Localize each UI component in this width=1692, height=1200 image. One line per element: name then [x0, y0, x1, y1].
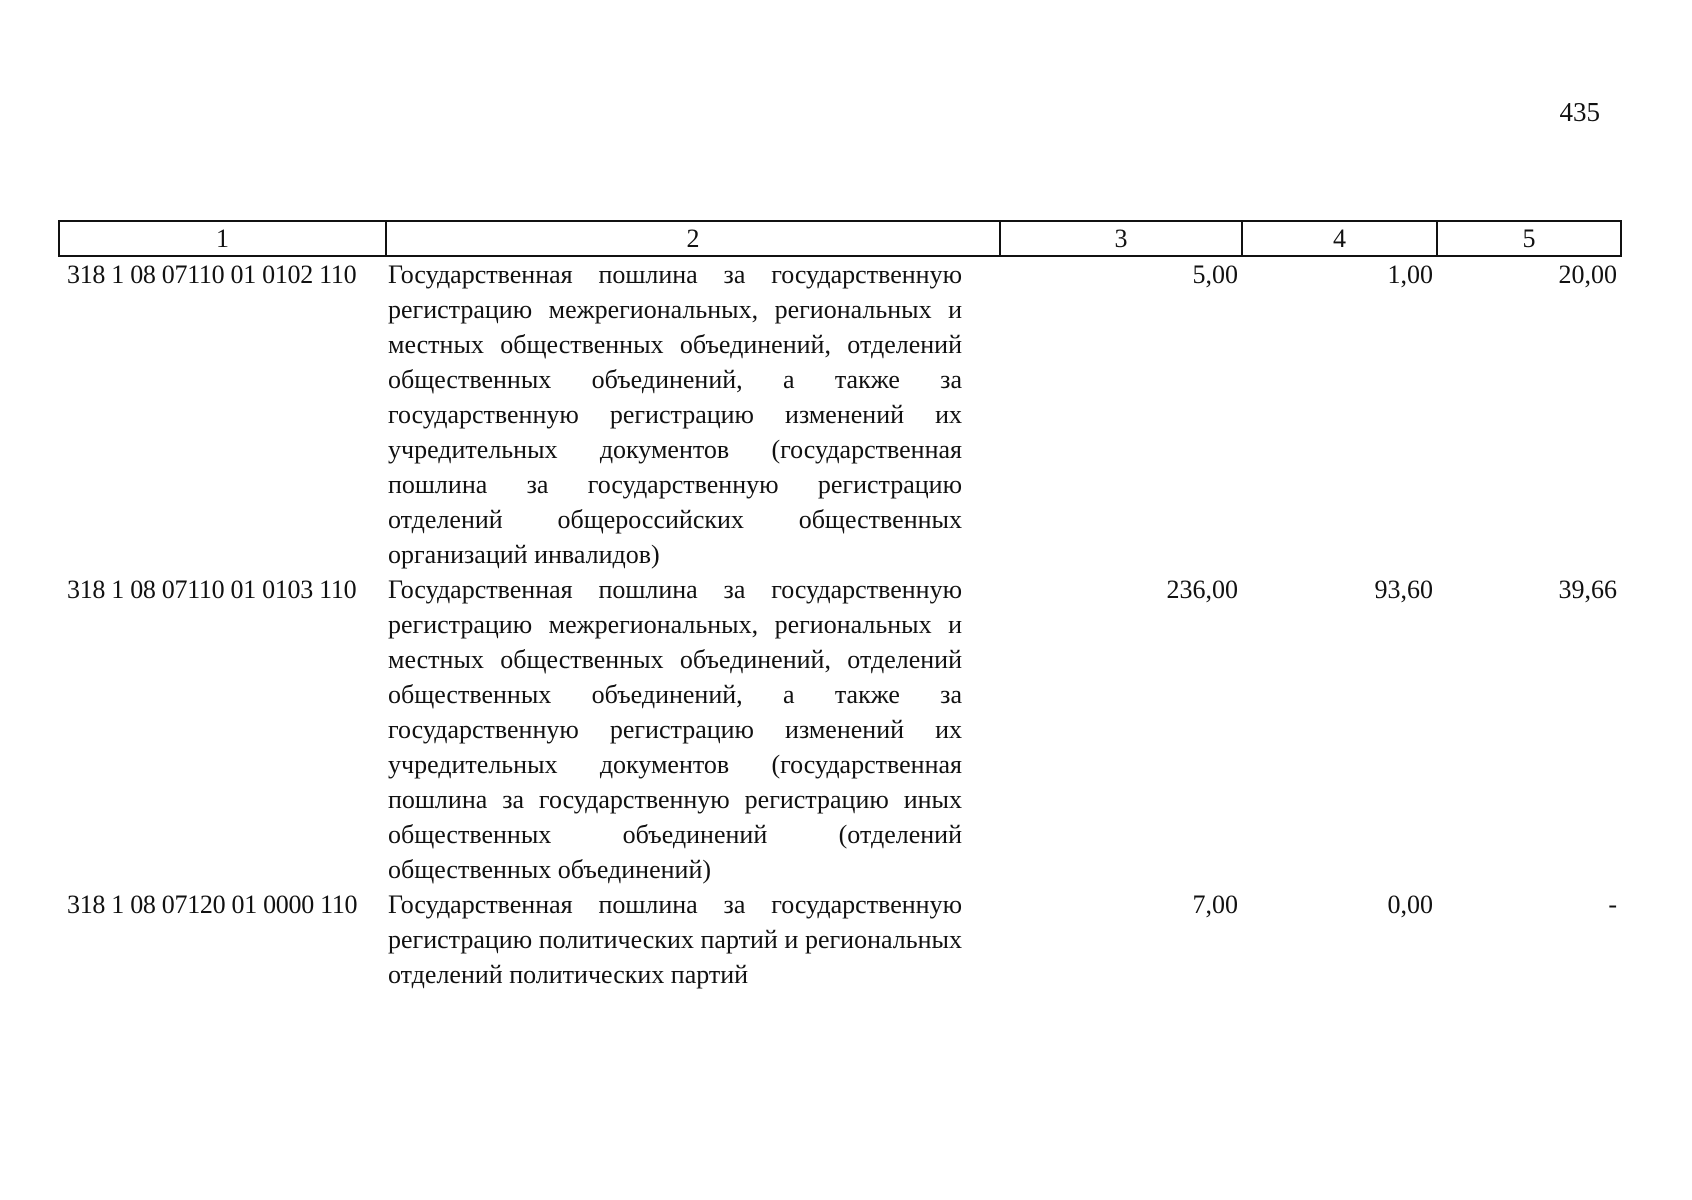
income-description: Государственная пошлина за государственную регистрацию межрегиональных, региональных и местных общественных объединений, отделений общественных объединений, а также за государственную регистрацию изменений их учредительных документов (государственная пошлина за государственную регистрацию иных общественных объединений (отделений общественных объединений) — [388, 575, 962, 884]
value-col5: 20,00 — [1558, 260, 1617, 289]
income-description: Государственная пошлина за государственную регистрацию политических партий и региональных отделений политических партий — [388, 890, 962, 989]
value-col4: 93,60 — [1374, 575, 1433, 604]
column-header-2: 2 — [386, 221, 1000, 256]
budget-code: 318 1 08 07110 01 0103 110 — [67, 575, 357, 604]
revenue-table — [58, 220, 1622, 992]
value-col5: 39,66 — [1558, 575, 1617, 604]
column-header-3: 3 — [1000, 221, 1242, 256]
value-col5: - — [1608, 890, 1617, 919]
budget-code: 318 1 08 07120 01 0000 110 — [67, 890, 358, 919]
header-row — [59, 221, 1621, 256]
table-row — [59, 256, 1621, 572]
value-col3: 236,00 — [1166, 575, 1238, 604]
table-row — [59, 572, 1621, 887]
income-description: Государственная пошлина за государственную регистрацию межрегиональных, региональных и местных общественных объединений, отделений общественных объединений, а также за государственную регистрацию изменений их учредительных документов (государственная пошлина за государственную регистрацию отделений общероссийских общественных организаций инвалидов) — [388, 260, 962, 569]
column-header-4: 4 — [1242, 221, 1437, 256]
table-row — [59, 887, 1621, 992]
table-header — [59, 221, 1621, 256]
value-col3: 5,00 — [1192, 260, 1238, 289]
column-header-5: 5 — [1437, 221, 1621, 256]
page-number: 435 — [1559, 97, 1600, 127]
value-col4: 0,00 — [1387, 890, 1433, 919]
table-body — [59, 256, 1621, 992]
value-col3: 7,00 — [1192, 890, 1238, 919]
column-header-1: 1 — [59, 221, 386, 256]
budget-code: 318 1 08 07110 01 0102 110 — [67, 260, 357, 289]
value-col4: 1,00 — [1387, 260, 1433, 289]
